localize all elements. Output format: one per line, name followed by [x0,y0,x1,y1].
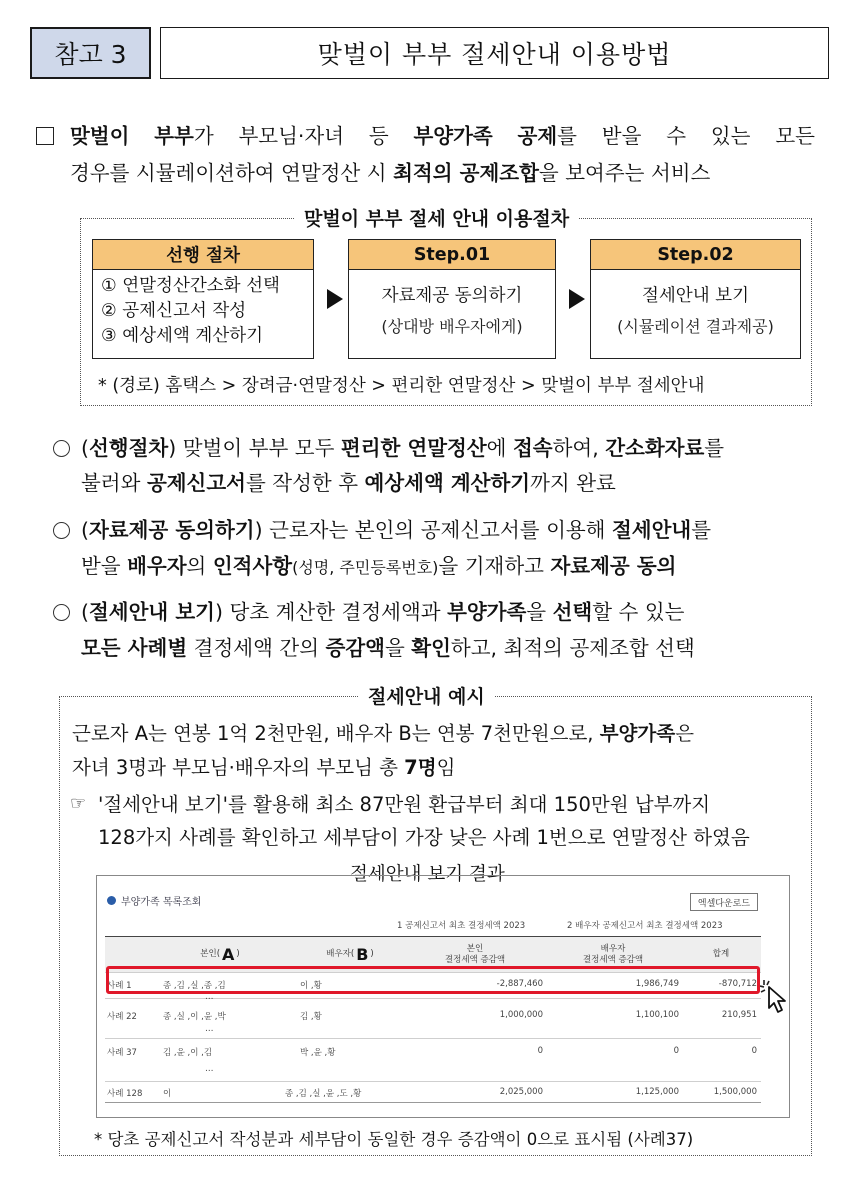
pointing-hand-icon: ☞ [70,793,87,814]
total-header: 합계 [681,936,761,972]
row-4-self: 이 [163,1089,172,1099]
intro-word: 부부가 [154,124,214,148]
intro-word: 있는 [710,124,751,148]
intro-word: 등 [368,124,389,148]
self-header-letter: A [222,945,235,964]
text-segment: 자료제공 동의하기 [89,518,255,542]
text-segment: 절세안내 [612,518,692,542]
row-2-case: 사례 22 [107,1012,137,1022]
step1-box [348,239,556,359]
row-2-self: 종 ,실 ,이 ,윤 ,박 [163,1012,226,1022]
row-3-v2: 0 [673,1046,679,1056]
row-4-v1: 2,025,000 [499,1087,543,1097]
intro-line-1 [70,120,815,153]
text-segment: ) 맞벌이 부부 모두 [168,436,341,460]
text-segment: 불러와 [81,471,147,495]
intro-word: 모든 [775,124,815,148]
example-line-1 [72,717,694,750]
pre-step-item-2: ② 공제신고서 작성 [101,301,247,321]
text-segment: 배우자 [127,554,187,578]
procedure-path: * (경로) 홈택스 > 장려금·연말정산 > 편리한 연말정산 > 맞벌이 부부 절세안내 [98,376,705,396]
step2-box [590,239,801,359]
text-segment: ) 근로자는 본인의 공제신고서를 이용해 [254,518,612,542]
text-segment: 7명 [404,756,437,779]
row-2-spouse: 김 ,황 [300,1012,322,1022]
text-segment: 을 [526,600,553,624]
intro-segment: 을 보여주는 서비스 [538,161,711,185]
row-1-self: 종 ,김 ,실 ,종 ,김 [163,981,226,991]
text-segment: 확인 [411,636,451,660]
step1-main: 자료제공 동의하기 [381,286,523,306]
row-4-v3: 1,500,000 [713,1087,757,1097]
screenshot-title-text: 부양가족 목록조회 [121,897,202,908]
example-line-2 [72,751,455,784]
mouse-cursor-icon [760,978,794,1014]
circle-bullet-icon [53,440,70,457]
row-2-v3: 210,951 [721,1010,757,1020]
text-segment: 를 [691,518,712,542]
circle-bullet-icon [53,604,70,621]
text-segment: 절세안내 보기 [89,600,215,624]
pre-step-item-1: ① 연말정산간소화 선택 [101,276,280,296]
intro-word: 받을 [601,124,642,148]
step1-sub: (상대방 배우자에게) [381,317,523,336]
text-segment: 을 기재하고 [438,554,551,578]
self-header-end: ) [236,949,240,959]
text-segment: 인적사항 [212,554,293,578]
self-delta-header-bottom: 결정세액 증감액 [444,954,506,965]
text-segment: 선택 [552,600,593,624]
sub-right: 2 배우자 공제신고서 최초 결정세액 2023 [567,921,723,931]
result-screenshot [96,875,790,1118]
row-1-v1: -2,887,460 [496,979,543,989]
spouse-header-end: ) [370,949,374,959]
row-3-self: 김 ,윤 ,이 ,김 [163,1048,213,1058]
text-segment: 증감액 [325,636,385,660]
text-segment: ( [81,436,89,460]
text-segment: 받을 [81,554,128,578]
text-segment: 간소화자료 [605,436,705,460]
circle-bullet-icon [53,522,70,539]
step2-head: Step.02 [591,240,800,270]
pre-step-item-3: ③ 예상세액 계산하기 [101,326,264,346]
spouse-delta-header-top: 배우자 [600,943,626,954]
row-4-v2: 1,125,000 [635,1087,679,1097]
intro-word: 맞벌이 [70,124,130,148]
row-4-case: 사례 128 [107,1089,143,1099]
pre-step-head: 선행 절차 [93,240,313,270]
example-footnote: * 당초 공제신고서 작성분과 세부담이 동일한 경우 증감액이 0으로 표시됨 (사례37) [94,1130,694,1149]
square-bullet-icon [36,127,54,145]
step2-sub: (시뮬레이션 결과제공) [617,317,774,336]
row-2-v2: 1,100,100 [635,1010,679,1020]
ellipsis: … [205,1064,214,1074]
page-title: 맞벌이 부부 절세안내 이용방법 [160,27,829,79]
arrow-right-icon [327,289,343,309]
example-title: 절세안내 예시 [358,682,495,709]
spouse-delta-header-bottom: 결정세액 증감액 [582,954,644,965]
text-segment: 까지 완료 [530,471,616,495]
row-3-v3: 0 [751,1046,757,1056]
text-segment: 편리한 연말정산 [340,436,487,460]
text-segment: 선행절차 [89,436,169,460]
row-1-v2: 1,986,749 [635,979,679,989]
text-segment: 에 [486,436,513,460]
intro-word: 부양가족 [413,124,493,148]
text-segment: 를 [704,436,725,460]
example-line-3: '절세안내 보기'를 활용해 최소 87만원 환급부터 최대 150만원 납부까지 [98,793,711,816]
text-segment: (성명, 주민등록번호) [292,558,439,577]
row-3-case: 사례 37 [107,1048,137,1058]
text-segment: 모든 사례별 [81,636,188,660]
bullet-3-line-2 [81,632,695,665]
row-1-case: 사례 1 [107,981,132,991]
text-segment: 를 작성한 후 [245,471,365,495]
step1-head: Step.01 [349,240,555,270]
intro-word: 수 [666,124,687,148]
example-line-4: 128가지 사례를 확인하고 세부담이 가장 낮은 사례 1번으로 연말정산 하였음 [98,826,750,849]
bullet-1-line-2 [81,467,616,500]
ellipsis: … [205,992,214,1002]
ellipsis: … [205,1024,214,1034]
row-4-spouse: 종 ,김 ,실 ,윤 ,도 ,황 [285,1089,362,1099]
text-segment: 공제신고서 [146,471,246,495]
text-segment: 하고, 최적의 공제조합 선택 [450,636,695,660]
arrow-right-icon [569,289,585,309]
intro-word: 공제를 [517,124,577,148]
text-segment: ( [81,518,89,542]
excel-download-button[interactable]: 엑셀다운로드 [690,893,758,911]
row-3-spouse: 박 ,윤 ,황 [300,1048,336,1058]
sub-left: 1 공제신고서 최초 결정세액 2023 [397,921,526,931]
text-segment: 임 [436,756,456,779]
step2-main: 절세안내 보기 [642,286,749,306]
reference-tag: 참고 3 [30,27,151,79]
intro-word: 부모님·자녀 [238,124,345,148]
text-segment: 근로자 A는 연봉 1억 2천만원, 배우자 B는 연봉 7천만원으로, [72,722,600,745]
text-segment: 부양가족 [599,722,676,745]
text-segment: 의 [186,554,213,578]
result-title: 절세안내 보기 결과 [340,860,515,886]
intro-line-2 [70,157,810,190]
spouse-header-letter: B [356,945,369,964]
text-segment: 예상세액 계산하기 [364,471,531,495]
bullet-dot-icon [107,896,116,905]
bullet-2-line-2 [81,550,676,584]
bullet-1-line-1 [81,432,724,465]
procedure-title: 맞벌이 부부 절세 안내 이용절차 [294,204,579,231]
intro-segment: 최적의 공제조합 [393,161,539,185]
text-segment: 결정세액 간의 [187,636,326,660]
bullet-2-line-1 [81,514,711,547]
row-3-v1: 0 [537,1046,543,1056]
text-segment: 부양가족 [447,600,527,624]
row-2-v1: 1,000,000 [499,1010,543,1020]
text-segment: ( [81,600,89,624]
text-segment: 을 [384,636,412,660]
text-segment: ) 당초 계산한 결정세액과 [214,600,448,624]
screenshot-title [107,893,201,908]
pre-step-box [92,239,314,359]
self-header-label: 본인( [200,949,221,959]
spouse-header-label: 배우자( [326,949,355,959]
bullet-3-line-1 [81,596,684,629]
text-segment: 자녀 3명과 부모님·배우자의 부모님 총 [72,756,405,779]
text-segment: 은 [675,722,694,745]
self-delta-header-top: 본인 [466,943,484,954]
text-segment: 하여, [552,436,606,460]
text-segment: 할 수 있는 [592,600,685,624]
row-1-v3: -870,712 [718,979,757,989]
row-1-spouse: 이 ,황 [300,981,322,991]
intro-segment: 경우를 시뮬레이션하여 연말정산 시 [70,161,394,185]
highlight-best-case [106,966,760,994]
text-segment: 접속 [513,436,553,460]
text-segment: 자료제공 동의 [550,554,677,578]
